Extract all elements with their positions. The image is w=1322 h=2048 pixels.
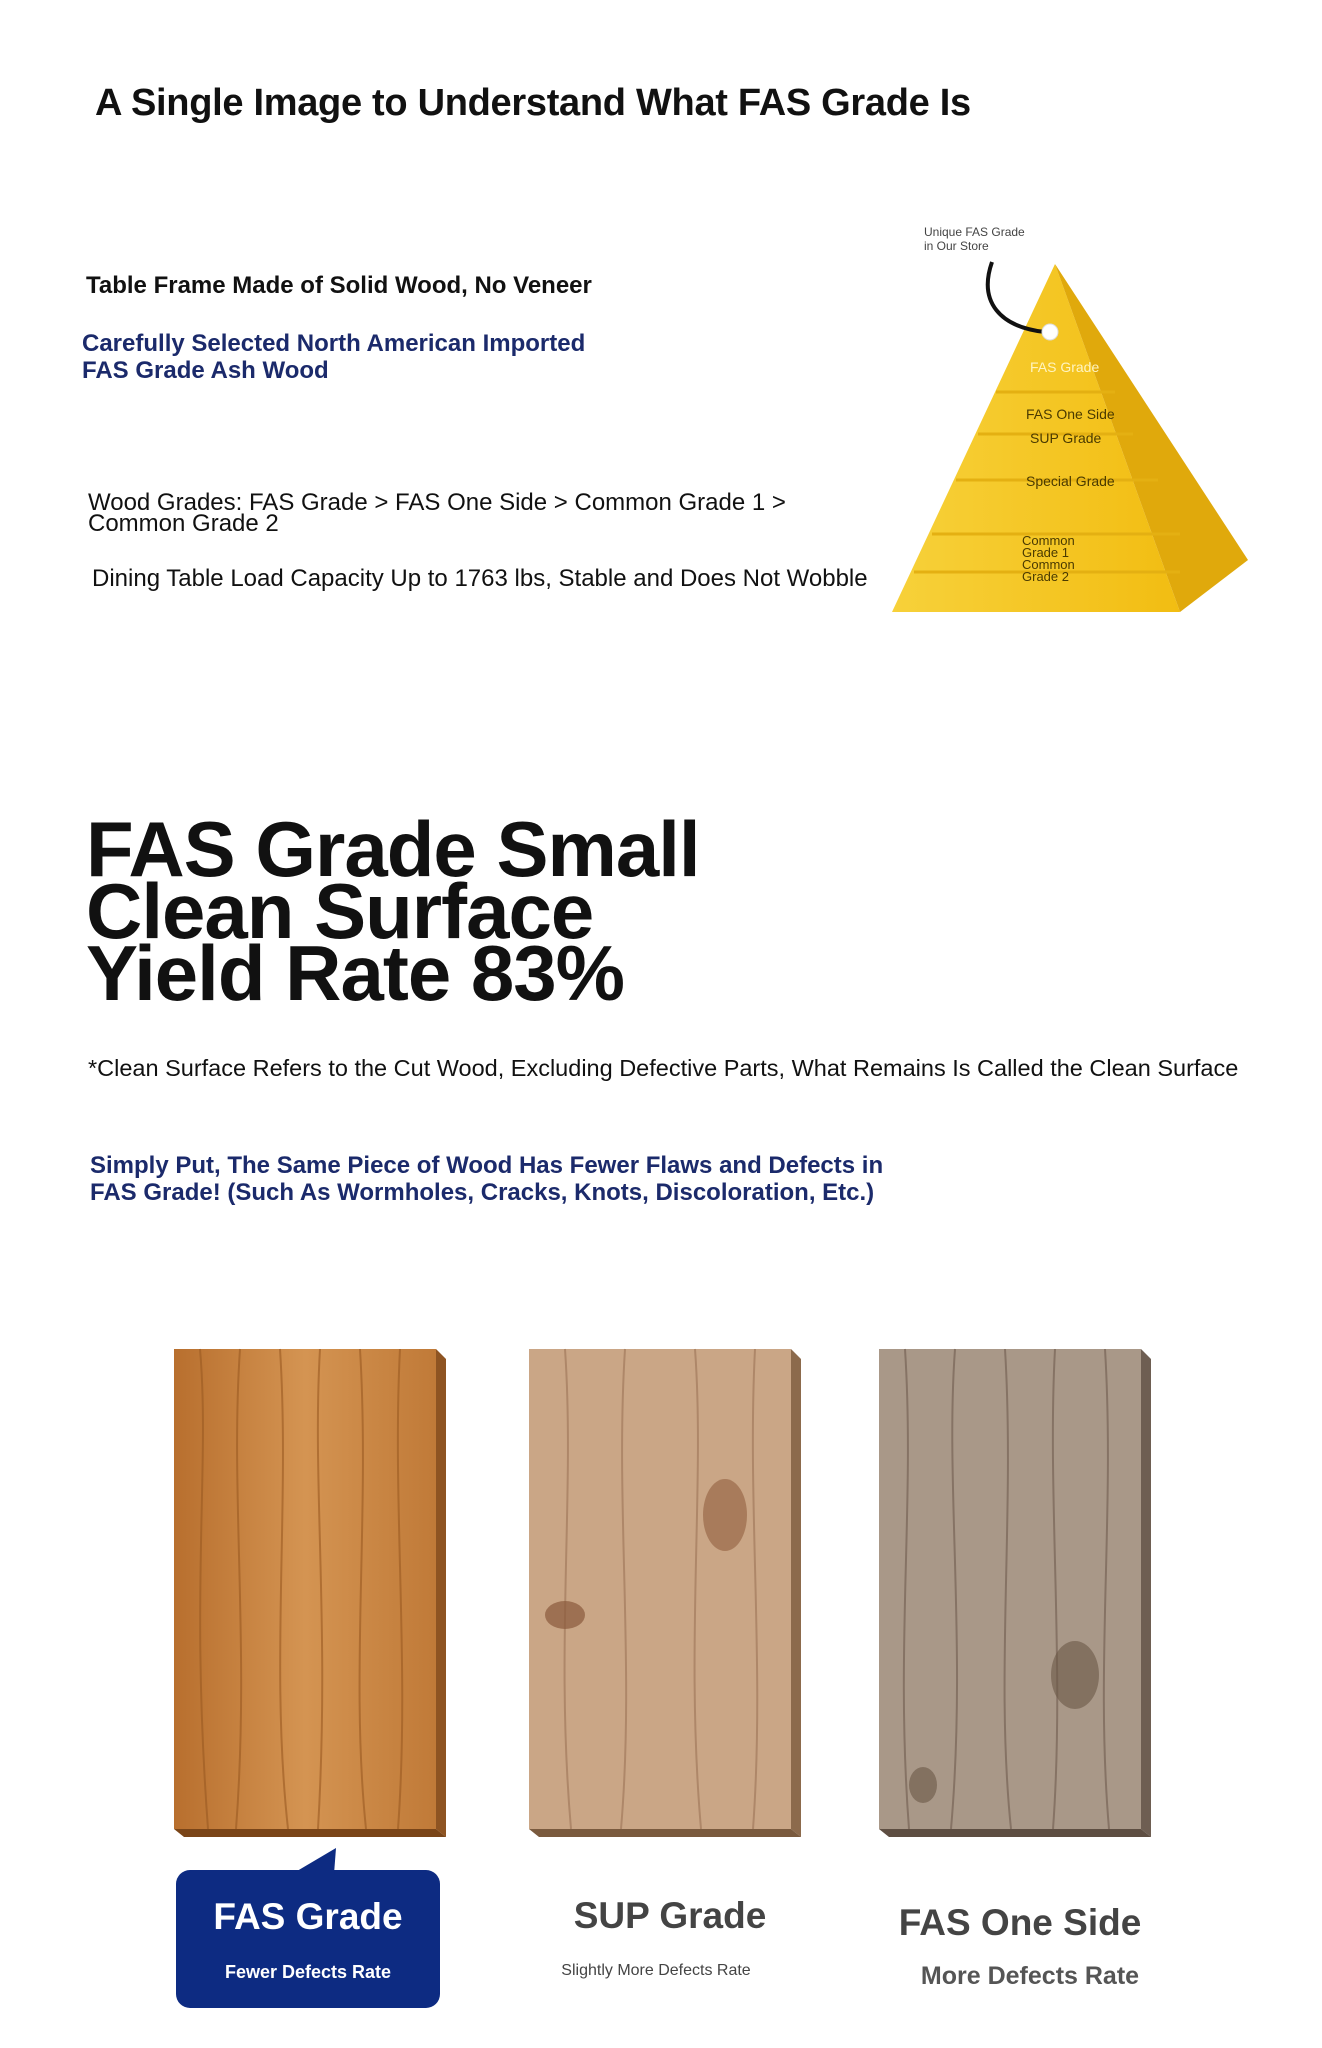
pyramid-callout-line-1: Unique FAS Grade <box>924 225 1025 239</box>
wood-grades-line-1: Wood Grades: FAS Grade > FAS One Side > Common Grade 1 > <box>88 489 786 516</box>
pyramid-level-fas-one-side: FAS One Side <box>1026 406 1115 422</box>
wood-grades-text <box>88 489 786 537</box>
simply-put-line-1: Simply Put, The Same Piece of Wood Has Fewer Flaws and Defects in <box>90 1152 884 1179</box>
wood-grades-line-2: Common Grade 2 <box>88 510 279 537</box>
sample-name-sup: SUP Grade <box>573 1895 767 1936</box>
page-title: A Single Image to Understand What FAS Grade Is <box>95 82 971 124</box>
sample-desc-fas: Fewer Defects Rate <box>224 1962 392 1982</box>
yield-heading-line-1: FAS Grade Small <box>86 805 700 893</box>
callout-pointer <box>292 1848 342 1874</box>
fas-grade-callout <box>176 1870 440 2008</box>
sample-desc-fas-one-side: More Defects Rate <box>920 1962 1140 1990</box>
wood-sample-fas-one-side <box>875 1345 1155 1840</box>
clean-surface-note: *Clean Surface Refers to the Cut Wood, Excluding Defective Parts, What Remains Is Called the Clean Surface <box>88 1055 1239 1081</box>
simply-put-text <box>90 1152 883 1206</box>
simply-put-line-2: FAS Grade! (Such As Wormholes, Cracks, Knots, Discoloration, Etc.) <box>90 1179 875 1206</box>
yield-heading-line-3: Yield Rate 83% <box>86 929 625 1017</box>
wood-sample-sup <box>525 1345 805 1840</box>
pyramid-level-special: Special Grade <box>1026 473 1115 489</box>
wood-sample-fas <box>170 1345 450 1840</box>
wood-selection-line-2: FAS Grade Ash Wood <box>82 357 329 384</box>
pyramid-level-common-1a: Common <box>1022 533 1075 548</box>
pyramid-level-sup: SUP Grade <box>1030 430 1102 446</box>
pyramid-level-common-1b: Grade 1 <box>1022 545 1069 560</box>
sample-name-fas: FAS Grade <box>213 1896 403 1937</box>
frame-feature: Table Frame Made of Solid Wood, No Veneer <box>86 272 592 299</box>
pyramid-level-common-2a: Common <box>1022 557 1075 572</box>
pyramid-level-common-2b: Grade 2 <box>1022 569 1069 584</box>
wood-selection-text <box>82 330 585 384</box>
load-capacity-text: Dining Table Load Capacity Up to 1763 lbs, Stable and Does Not Wobble <box>92 565 868 592</box>
yield-heading-line-2: Clean Surface <box>86 867 594 955</box>
grade-pyramid <box>880 222 1260 612</box>
pyramid-level-fas: FAS Grade <box>1030 359 1100 375</box>
wood-selection-line-1: Carefully Selected North American Imported <box>82 330 586 357</box>
sample-desc-sup: Slightly More Defects Rate <box>561 1962 751 1979</box>
yield-heading <box>86 805 700 1017</box>
sample-name-fas-one-side: FAS One Side <box>898 1902 1142 1943</box>
pyramid-callout-line-2: in Our Store <box>924 239 989 253</box>
